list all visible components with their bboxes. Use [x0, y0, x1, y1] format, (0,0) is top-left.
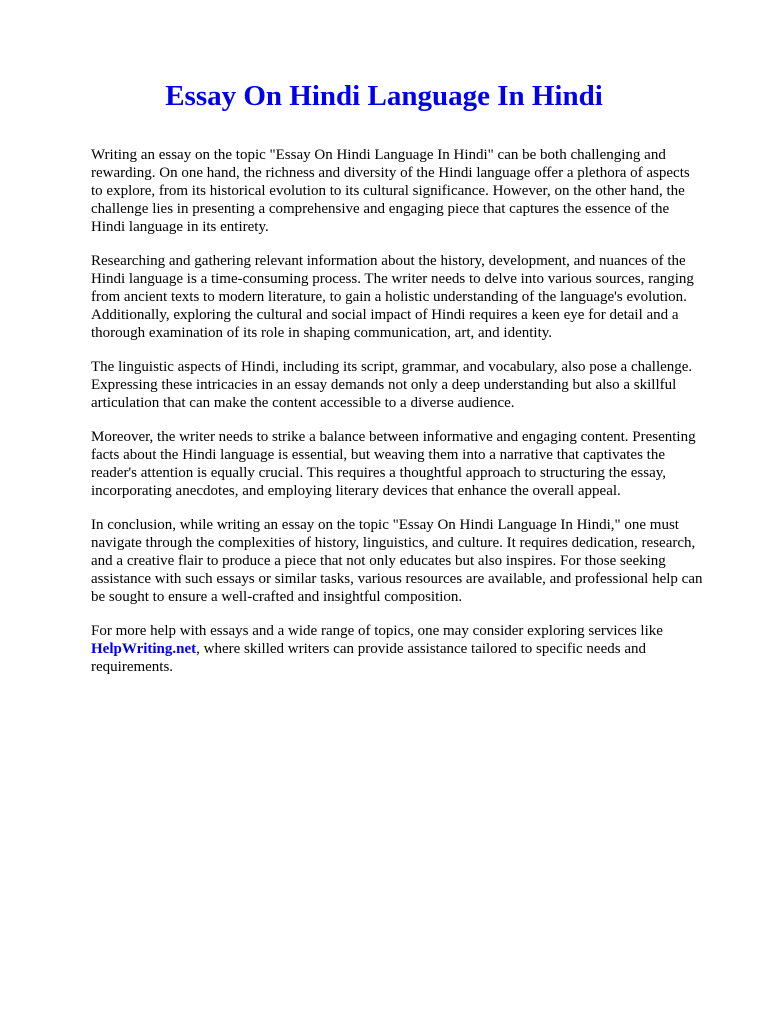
- paragraph-closing: [91, 622, 705, 676]
- paragraph-research: Researching and gathering relevant information about the history, development, and nuances of the Hindi language is a time-consuming process. The writer needs to delve into various sources, ranging from ancient texts to modern literature, to gain a holistic understanding of the language's evolution. Additionally, exploring the cultural and social impact of Hindi requires a keen eye for detail and a thorough examination of its role in shaping communication, art, and identity.: [91, 253, 694, 341]
- document-body: [91, 146, 705, 692]
- paragraph-linguistics: The linguistic aspects of Hindi, including its script, grammar, and vocabulary, also pose a challenge. Expressing these intricacies in an essay demands not only a deep understanding but also a skillful articulation that can make the content accessible to a diverse audience.: [91, 359, 693, 411]
- paragraph-intro: Writing an essay on the topic "Essay On Hindi Language In Hindi" can be both challenging and rewarding. On one hand, the richness and diversity of the Hindi language offer a plethora of aspects to explore, from its historical evolution to its cultural significance. However, on the other hand, the challenge lies in presenting a comprehensive and engaging piece that captures the essence of the Hindi language in its entirety.: [91, 147, 690, 235]
- document-title: Essay On Hindi Language In Hindi: [165, 80, 603, 112]
- closing-text-after-link: , where skilled writers can provide assistance tailored to specific needs and requirements.: [91, 641, 646, 675]
- helpwriting-link[interactable]: HelpWriting.net: [91, 641, 197, 657]
- closing-text-before-link: For more help with essays and a wide range of topics, one may consider exploring services like: [91, 623, 663, 639]
- paragraph-conclusion: In conclusion, while writing an essay on the topic "Essay On Hindi Language In Hindi," one must navigate through the complexities of history, linguistics, and culture. It requires dedication, research, and a creative flair to produce a piece that not only educates but also inspires. For those seeking assistance with such essays or similar tasks, various resources are available, and professional help can be sought to ensure a well-crafted and insightful composition.: [91, 517, 703, 605]
- paragraph-balance: Moreover, the writer needs to strike a balance between informative and engaging content. Presenting facts about the Hindi language is essential, but weaving them into a narrative that captivates the reader's attention is equally crucial. This requires a thoughtful approach to structuring the essay, incorporating anecdotes, and employing literary devices that enhance the overall appeal.: [91, 429, 696, 499]
